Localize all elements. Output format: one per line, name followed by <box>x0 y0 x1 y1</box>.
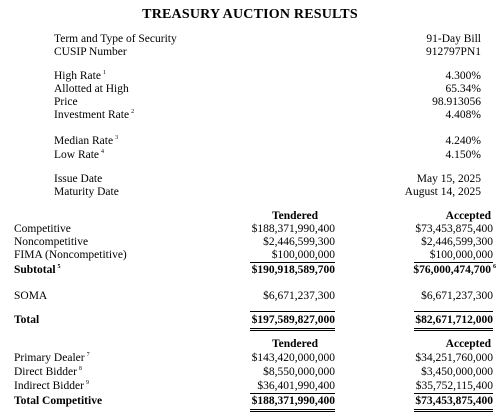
investment-rate-label: Investment Rate $^2$ <box>54 109 135 121</box>
investment-rate-value: 4.408% <box>445 109 481 121</box>
total-competitive-tendered: $188,371,990,400 <box>251 395 335 407</box>
direct-bidder-tendered: $8,550,000,000 <box>263 366 335 378</box>
divider <box>250 311 335 312</box>
subtotal-accepted: $76,000,474,700 $^6$ <box>413 264 496 276</box>
high-rate-label: High Rate $^1$ <box>54 70 106 82</box>
direct-bidder-accepted: $3,450,000,000 <box>421 366 493 378</box>
accepted-header: Accepted <box>445 210 491 222</box>
total-label: Total <box>14 314 40 326</box>
indirect-bidder-label: Indirect Bidder $^9$ <box>14 380 89 392</box>
low-rate-label: Low Rate $^4$ <box>54 149 105 161</box>
term-type-value: 91-Day Bill <box>426 33 481 45</box>
footnote-marker: 4 <box>101 149 105 156</box>
direct-bidder-label: Direct Bidder $^8$ <box>14 366 82 378</box>
fima-tendered: $100,000,000 <box>271 249 335 261</box>
indirect-bidder-tendered: $36,401,990,400 <box>257 380 335 392</box>
subtotal-tendered: $190,918,589,700 <box>251 264 335 276</box>
total-competitive-accepted: $73,453,875,400 <box>415 395 493 407</box>
median-rate-value: 4.240% <box>445 135 481 147</box>
accepted-header-2: Accepted <box>445 338 491 350</box>
primary-dealer-accepted: $34,251,760,000 <box>415 352 493 364</box>
page-title: TREASURY AUCTION RESULTS <box>142 7 358 22</box>
footnote-marker: 5 <box>57 264 61 271</box>
competitive-label: Competitive <box>14 223 71 235</box>
primary-dealer-tendered: $143,420,000,000 <box>251 352 335 364</box>
cusip-value: 912797PN1 <box>426 46 481 58</box>
double-underline <box>250 409 335 410</box>
divider <box>414 262 493 263</box>
cusip-label: CUSIP Number <box>54 46 127 58</box>
noncompetitive-label: Noncompetitive <box>14 236 89 248</box>
footnote-marker: 8 <box>78 366 82 373</box>
double-underline <box>250 328 335 329</box>
competitive-tendered: $188,371,990,400 <box>251 223 335 235</box>
footnote-marker: 3 <box>115 135 119 142</box>
soma-tendered: $6,671,237,300 <box>263 290 335 302</box>
divider <box>250 393 335 394</box>
footnote-marker: 2 <box>131 109 135 116</box>
tendered-header: Tendered <box>271 210 318 222</box>
low-rate-value: 4.150% <box>445 149 481 161</box>
term-type-label: Term and Type of Security <box>54 33 177 45</box>
noncompetitive-accepted: $2,446,599,300 <box>421 236 493 248</box>
footnote-marker: 1 <box>102 70 106 77</box>
price-label: Price <box>54 96 78 108</box>
double-underline <box>250 330 335 331</box>
tendered-header-2: Tendered <box>271 338 318 350</box>
subtotal-label: Subtotal $^5$ <box>14 264 61 276</box>
high-rate-value: 4.300% <box>445 70 481 82</box>
maturity-date-label: Maturity Date <box>54 186 119 198</box>
primary-dealer-label: Primary Dealer $^7$ <box>14 352 90 364</box>
soma-label: SOMA <box>14 290 48 302</box>
median-rate-label: Median Rate $^3$ <box>54 135 119 147</box>
total-tendered: $197,589,827,000 <box>251 314 335 326</box>
soma-accepted: $6,671,237,300 <box>421 290 493 302</box>
footnote-marker: 6 <box>493 264 496 271</box>
fima-accepted: $100,000,000 <box>429 249 493 261</box>
footnote-marker: 7 <box>86 352 90 359</box>
footnote-marker: 9 <box>85 380 89 387</box>
divider <box>414 311 493 312</box>
maturity-date-value: August 14, 2025 <box>404 186 481 198</box>
noncompetitive-tendered: $2,446,599,300 <box>263 236 335 248</box>
price-value: 98.913056 <box>432 96 481 108</box>
double-underline <box>414 409 493 410</box>
double-underline <box>414 330 493 331</box>
divider <box>414 393 493 394</box>
divider <box>250 262 335 263</box>
double-underline <box>414 328 493 329</box>
competitive-accepted: $73,453,875,400 <box>415 223 493 235</box>
indirect-bidder-accepted: $35,752,115,400 <box>415 380 493 392</box>
issue-date-value: May 15, 2025 <box>416 173 481 185</box>
total-competitive-label: Total Competitive <box>14 395 103 407</box>
double-underline <box>250 411 335 412</box>
allotted-label: Allotted at High <box>54 83 129 95</box>
issue-date-label: Issue Date <box>54 173 103 185</box>
fima-label: FIMA (Noncompetitive) <box>14 249 127 261</box>
total-accepted: $82,671,712,000 <box>415 314 493 326</box>
double-underline <box>414 411 493 412</box>
allotted-value: 65.34% <box>445 83 481 95</box>
